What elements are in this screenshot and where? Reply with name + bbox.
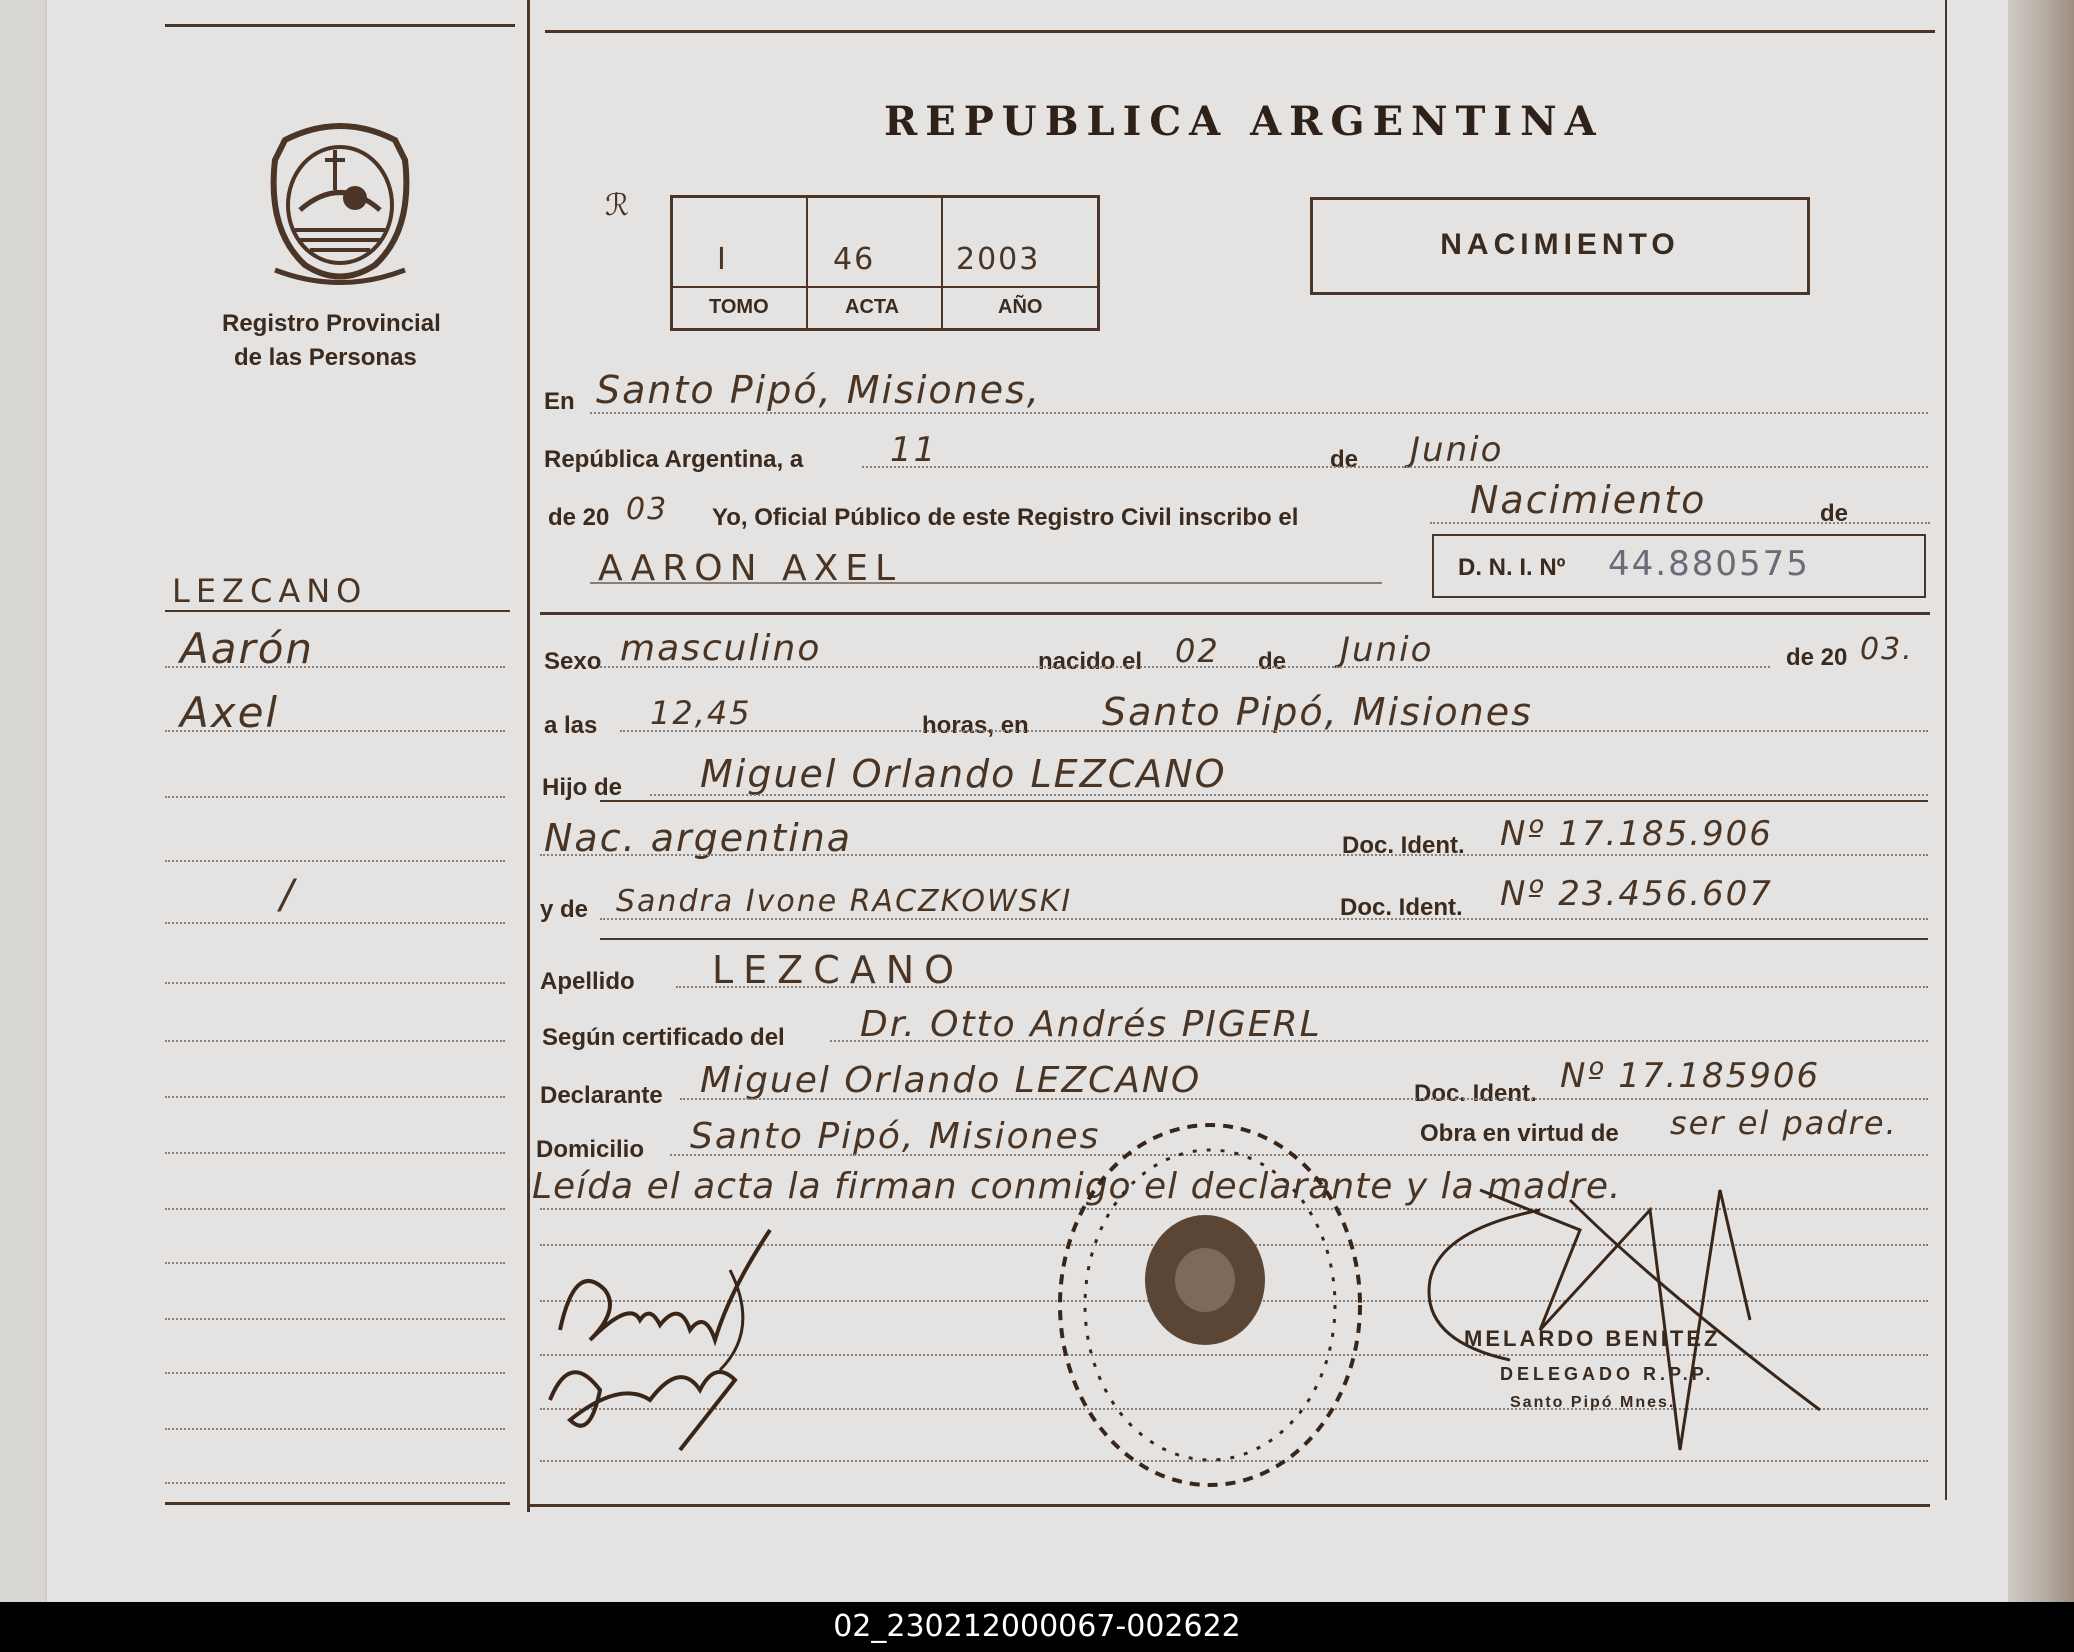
binding-margin xyxy=(0,0,47,1602)
acta-label: ACTA xyxy=(845,296,900,318)
margin-line xyxy=(165,1482,505,1484)
doc-label-1: Doc. Ident. xyxy=(1342,832,1465,859)
father-doc-value: Nº 17.185.906 xyxy=(1500,814,1773,854)
form-line xyxy=(590,412,1928,414)
obra-value: ser el padre. xyxy=(1670,1104,1898,1142)
hijo-label: Hijo de xyxy=(542,774,623,801)
section-rule xyxy=(600,938,1928,940)
en-label: En xyxy=(544,388,575,415)
margin-line xyxy=(165,1152,505,1154)
year-suffix: 03 xyxy=(626,492,669,527)
horas-label: horas, en xyxy=(922,712,1029,739)
de3-label: de xyxy=(1258,648,1287,675)
registry-name-line2: de las Personas xyxy=(234,344,417,371)
margin-line xyxy=(165,666,505,668)
year-prefix: de 20 xyxy=(548,504,610,531)
form-line xyxy=(1430,522,1930,524)
document-title: REPUBLICA ARGENTINA xyxy=(884,98,1604,145)
section-rule xyxy=(540,612,1930,615)
form-line xyxy=(540,854,1928,856)
doctor-value: Dr. Otto Andrés PIGERL xyxy=(860,1004,1322,1045)
table-row-divider xyxy=(673,286,1097,288)
page-edge xyxy=(2008,0,2074,1602)
signature-left-icon xyxy=(530,1210,800,1480)
act-type-box xyxy=(1310,197,1810,295)
section-rule xyxy=(600,800,1928,802)
act-type: NACIMIENTO xyxy=(1440,228,1680,261)
right-border xyxy=(1945,0,1947,1500)
de-label: de xyxy=(1330,446,1359,473)
domicilio-label: Domicilio xyxy=(536,1136,645,1163)
act-name-value: Nacimiento xyxy=(1470,478,1707,522)
delegate-stamp-place: Santo Pipó Mnes. xyxy=(1510,1394,1676,1411)
margin-line xyxy=(165,982,505,984)
day-value: 11 xyxy=(890,430,938,470)
top-rule-left xyxy=(165,24,515,27)
margin-surname-rule xyxy=(165,610,510,612)
margin-line xyxy=(165,1372,505,1374)
form-line xyxy=(600,918,1928,920)
form-line xyxy=(600,666,1770,668)
de20-label: de 20 xyxy=(1786,644,1848,671)
bottom-rule xyxy=(530,1504,1930,1507)
acta-value: 46 xyxy=(833,242,876,277)
birth-year-suffix: 03. xyxy=(1860,632,1914,667)
declarante-value: Miguel Orlando LEZCANO xyxy=(700,1060,1202,1101)
delegate-stamp-title: DELEGADO R.P.P. xyxy=(1500,1364,1715,1384)
margin-line xyxy=(165,1040,505,1042)
margin-line xyxy=(165,1208,505,1210)
form-line xyxy=(676,986,1928,988)
dni-label: D. N. I. Nº xyxy=(1458,554,1566,581)
margin-line xyxy=(165,796,505,798)
margin-line xyxy=(165,860,505,862)
margin-check-mark: / xyxy=(280,872,296,918)
record-number-table xyxy=(670,195,1100,331)
place-value: Santo Pipó, Misiones, xyxy=(596,368,1042,412)
record-mark: ℛ xyxy=(605,188,631,223)
margin-line xyxy=(165,1428,505,1430)
apellido-label: Apellido xyxy=(540,968,635,995)
anio-label: AÑO xyxy=(998,296,1043,318)
dni-value: 44.880575 xyxy=(1608,544,1810,584)
margin-line xyxy=(165,1096,505,1098)
image-caption: 02_230212000067-002622 xyxy=(0,1602,2074,1652)
form-line xyxy=(680,1098,1928,1100)
birth-place-value: Santo Pipó, Misiones xyxy=(1102,690,1533,734)
republica-label: República Argentina, a xyxy=(544,446,804,473)
delegate-stamp-name: MELARDO BENITEZ xyxy=(1464,1326,1721,1351)
signature-right-icon xyxy=(1420,1170,1840,1470)
mother-doc-value: Nº 23.456.607 xyxy=(1500,874,1773,914)
anio-value: 2003 xyxy=(956,242,1041,277)
child-name-value: AARON AXEL xyxy=(598,548,903,589)
yo-text: Yo, Oficial Público de este Registro Civil inscribo el xyxy=(712,504,1299,531)
table-divider xyxy=(941,198,943,328)
margin-line xyxy=(165,1318,505,1320)
alas-label: a las xyxy=(544,712,598,739)
nacido-label: nacido el xyxy=(1038,648,1143,675)
margin-name-1: Aarón xyxy=(180,624,315,673)
domicilio-value: Santo Pipó, Misiones xyxy=(690,1116,1101,1157)
form-line xyxy=(650,794,1928,796)
doc-label-3: Doc. Ident. xyxy=(1414,1080,1537,1107)
margin-line xyxy=(165,1262,505,1264)
top-rule-right xyxy=(545,30,1935,33)
closing-statement: Leída el acta la firman conmigo el declarante y la madre. xyxy=(532,1166,1622,1207)
declarante-label: Declarante xyxy=(540,1082,663,1109)
margin-name-2: Axel xyxy=(180,688,280,737)
margin-line xyxy=(165,730,505,732)
doc-label-2: Doc. Ident. xyxy=(1340,894,1463,921)
margin-line xyxy=(165,922,505,924)
segun-label: Según certificado del xyxy=(542,1024,785,1051)
de2-label: de xyxy=(1820,500,1849,527)
birth-day-value: 02 xyxy=(1175,632,1220,670)
sexo-label: Sexo xyxy=(544,648,602,675)
mother-value: Sandra Ivone RACZKOWSKI xyxy=(616,884,1073,919)
father-nationality: Nac. argentina xyxy=(544,816,853,860)
form-line xyxy=(862,466,1928,468)
tomo-value: I xyxy=(717,242,728,277)
dni-box xyxy=(1432,534,1926,598)
margin-bottom-rule xyxy=(165,1502,510,1505)
apellido-value: LEZCANO xyxy=(712,948,965,992)
yde-label: y de xyxy=(540,896,589,923)
form-line xyxy=(590,582,1382,584)
hour-value: 12,45 xyxy=(650,694,752,732)
sexo-value: masculino xyxy=(620,628,822,669)
father-value: Miguel Orlando LEZCANO xyxy=(700,752,1227,796)
official-stamp-icon xyxy=(1040,1110,1380,1500)
provincial-seal-icon xyxy=(265,120,415,285)
tomo-label: TOMO xyxy=(709,296,769,318)
month-value: Junio xyxy=(1410,430,1504,470)
birth-month-value: Junio xyxy=(1340,630,1434,670)
margin-surname: LEZCANO xyxy=(172,572,368,610)
obra-label: Obra en virtud de xyxy=(1420,1120,1619,1147)
form-line xyxy=(620,730,1928,732)
table-divider xyxy=(806,198,808,328)
registry-name-line1: Registro Provincial xyxy=(222,310,441,337)
form-line xyxy=(830,1040,1928,1042)
declarante-doc-value: Nº 17.185906 xyxy=(1560,1056,1821,1096)
